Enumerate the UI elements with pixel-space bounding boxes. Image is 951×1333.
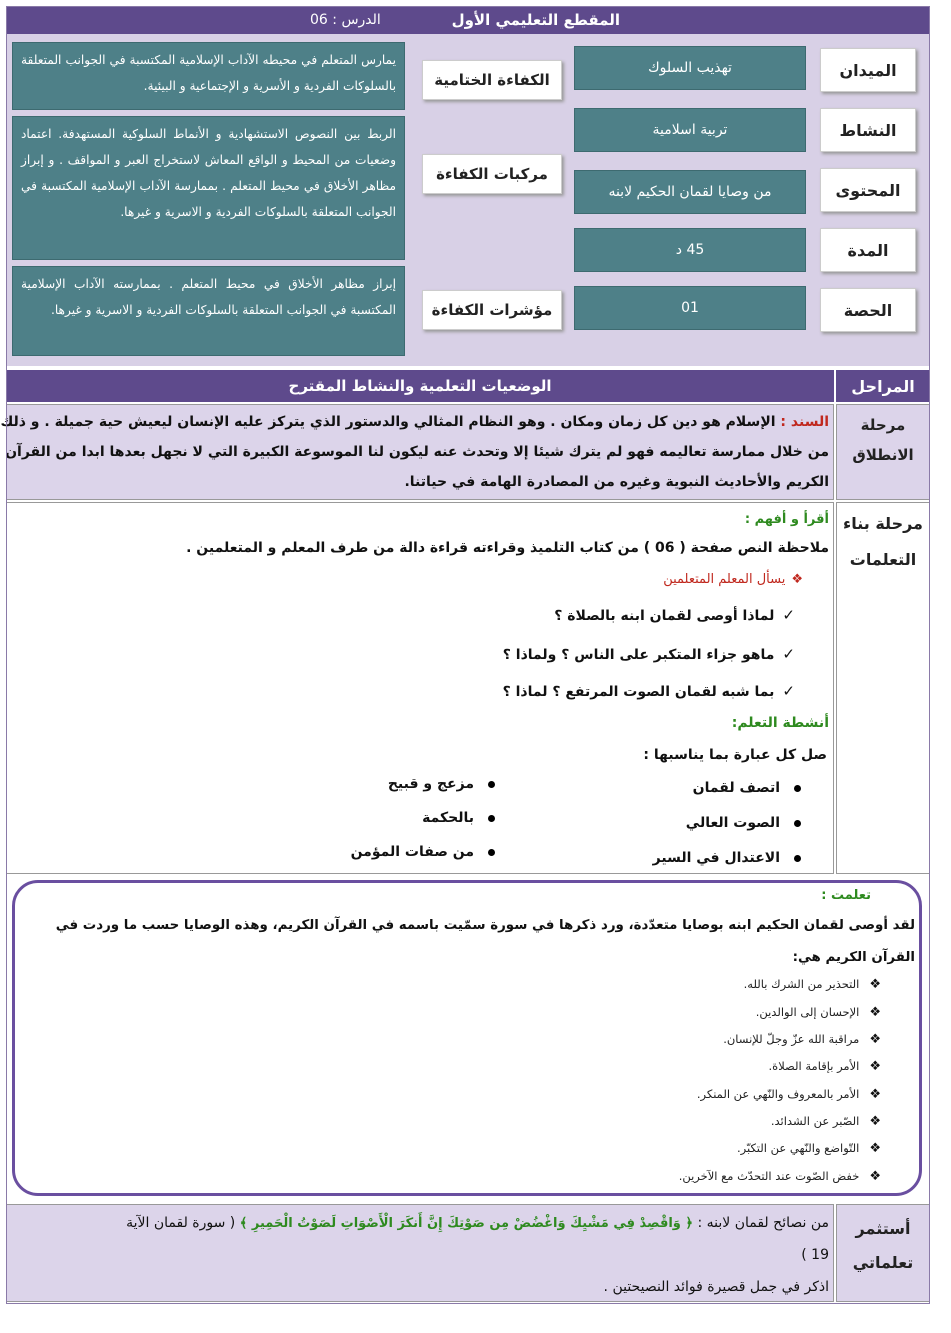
- read-heading: أقرأ و أفهم :: [744, 512, 829, 527]
- match-left-3-text: من صفات المؤمن: [350, 844, 474, 860]
- diamond-icon: ❖: [869, 1059, 881, 1074]
- teacher-asks: [663, 565, 803, 595]
- top-header: [6, 6, 930, 34]
- match-right-3-text: الاعتدال في السير: [652, 850, 780, 866]
- question-1: [554, 606, 795, 624]
- question-2: [503, 645, 795, 663]
- info-area: [6, 34, 930, 366]
- diamond-icon: ❖: [869, 1087, 881, 1102]
- match-right-1: [693, 780, 801, 796]
- match-right-2-text: الصوت العالي: [685, 815, 780, 831]
- teacher-asks-text: يسأل المعلم المتعلمين: [663, 572, 786, 587]
- match-left-1: [388, 776, 495, 792]
- diamond-icon: ❖: [869, 1141, 881, 1156]
- match-left-3: [351, 844, 495, 860]
- activities-header: الوضعيات التعلمية والنشاط المقترح: [6, 370, 834, 402]
- check-icon: ✓: [782, 645, 795, 663]
- diamond-icon: ❖: [869, 1005, 881, 1020]
- learned-item-4: [769, 1059, 881, 1074]
- bullet-icon: [488, 781, 495, 788]
- learned-box: [12, 880, 922, 1196]
- learned-item-1-text: التحذير من الشرك بالله.: [743, 977, 860, 991]
- launch-line-1-text: الإسلام هو دين كل زمان ومكان . وهو النظام المثالي والدستور الذي يتركز عليه الإنسان ليعيش حية جميلة . و ذلك: [0, 414, 776, 430]
- diamond-icon: ❖: [791, 572, 803, 587]
- learned-item-3-text: مراقبة الله عزّ وجلّ للإنسان.: [723, 1032, 860, 1046]
- learned-item-2: [756, 1005, 881, 1020]
- read-text: ملاحظة النص صفحة ( 06 ) من كتاب التلميذ وقراءته قراءة دالة من طرف المعلم و المتعلمين .: [186, 540, 829, 556]
- match-left-1-text: مزعج و قبيح: [387, 776, 474, 792]
- bullet-icon: [488, 849, 495, 856]
- comp-text-final: يمارس المتعلم في محيطه الآداب الإسلامية المكتسبة في الجوانب المتعلقة بالسلوكات الفردية و الأسرية و الإجتماعية و البيئية.: [12, 42, 405, 110]
- learned-item-8: [679, 1169, 881, 1184]
- invest-prefix: من نصائح لقمان لابنه :: [697, 1215, 829, 1231]
- question-3-text: بما شبه لقمان الصوت المرتفع ؟ لماذا ؟: [502, 684, 775, 700]
- launch-line-2: من خلال ممارسة تعاليمه فهو لم يترك شيئا إلا وتحدث عنه ليكون لنا الموسوعة الكبيرة التي لا نجهل بعدها ابدا من القرآن: [5, 444, 829, 460]
- quran-verse: ﴿ وَاقْصِدْ فِي مَشْيِكَ وَاغْضُضْ مِن صَوْتِكَ إِنَّ أَنكَرَ الْأَصْوَاتِ لَصَوْتُ الْحَمِيرِ ﴾: [239, 1216, 694, 1231]
- comp-text-indicators: إبراز مظاهر الأخلاق في محيط المتعلم . بممارسته الآداب الإسلامية المكتسبة في الجوانب المتعلقة بالسلوكات الفردية و الاسرية و غيرها.: [12, 266, 405, 356]
- field-value-content: من وصايا لقمان الحكيم لابنه: [574, 170, 806, 214]
- bullet-icon: [794, 820, 801, 827]
- match-right-3: [653, 850, 801, 866]
- comp-label-indicators: مؤشرات الكفاءة: [422, 290, 562, 330]
- diamond-icon: ❖: [869, 977, 881, 992]
- launch-line-3: الكريم والأحاديث النبوية وغيره من المصادرة الهامة في حياتنا.: [404, 474, 829, 490]
- learned-line-1: لقد أوصى لقمان الحكيم ابنه بوصايا متعدّدة، ورد ذكرها في سورة سمّيت باسمه في القرآن الكريم، وهذه الوصايا حسب ما وردت في: [55, 918, 915, 933]
- diamond-icon: ❖: [869, 1169, 881, 1184]
- launch-line-1: [0, 407, 829, 437]
- build-stage-name: مرحلة بناء التعلمات: [843, 514, 923, 569]
- learned-item-5: [697, 1087, 881, 1102]
- sequence-title: المقطع التعليمي الأول: [451, 11, 620, 29]
- sanad-label: السند :: [780, 414, 829, 430]
- learned-item-7-text: التّواضع والنّهي عن التكبّر.: [736, 1141, 860, 1155]
- comp-label-components: مركبات الكفاءة: [422, 154, 562, 194]
- match-right-1-text: اتصف لقمان: [692, 780, 780, 796]
- field-value-domain: تهذيب السلوك: [574, 46, 806, 90]
- learned-line-2: القرآن الكريم هي:: [792, 950, 915, 965]
- bullet-icon: [794, 785, 801, 792]
- learned-item-6: [771, 1114, 881, 1129]
- question-1-text: لماذا أوصى لقمان ابنه بالصلاة ؟: [554, 608, 775, 624]
- match-left-2-text: بالحكمة: [422, 810, 474, 826]
- learned-heading: تعلمت :: [821, 888, 871, 903]
- invest-task: اذكر في جمل قصيرة فوائد النصيحتين .: [603, 1279, 829, 1295]
- comp-label-final: الكفاءة الختامية: [422, 60, 562, 100]
- learned-item-1: [744, 977, 881, 992]
- check-icon: ✓: [782, 682, 795, 700]
- lesson-number: الدرس : 06: [310, 12, 381, 28]
- launch-stage-name: مرحلة الانطلاق: [852, 416, 914, 464]
- learned-item-8-text: خفض الصّوت عند التحدّث مع الآخرين.: [678, 1169, 860, 1183]
- bullet-icon: [488, 815, 495, 822]
- learned-item-7: [737, 1141, 881, 1156]
- diamond-icon: ❖: [869, 1032, 881, 1047]
- invest-line-1: [126, 1208, 829, 1239]
- field-label-activity: النشاط: [820, 108, 916, 152]
- field-label-content: المحتوى: [820, 168, 916, 212]
- invest-stage-name: أستثمر تعلماتي: [852, 1219, 914, 1272]
- diamond-icon: ❖: [869, 1114, 881, 1129]
- learned-item-4-text: الأمر بإقامة الصلاة.: [768, 1059, 860, 1073]
- match-right-2: [686, 815, 801, 831]
- learned-item-6-text: الصّبر عن الشدائد.: [770, 1114, 860, 1128]
- activities-heading: أنشطة التعلم:: [731, 715, 829, 731]
- comp-text-components: الربط بين النصوص الاستشهادية و الأنماط السلوكية المستهدفة. اعتماد وضعيات من المحيط و الواقع المعاش لاستخراج العبر و المواقف . و إبراز مظاهر الأخلاق في محيط المتعلم . بممارسة الآداب الإسلامية المكتسبة في الجوانب المتعلقة بالسلوكات الفردية و الاسرية و غيرها.: [12, 116, 405, 260]
- check-icon: ✓: [782, 606, 795, 624]
- match-instruction: صل كل عبارة بما يناسبها :: [643, 747, 827, 763]
- question-3: [503, 682, 795, 700]
- field-value-session: 01: [574, 286, 806, 330]
- bullet-icon: [794, 855, 801, 862]
- field-label-domain: الميدان: [820, 48, 916, 92]
- match-left-2: [422, 810, 495, 826]
- verse-reference: ( سورة لقمان الآية: [126, 1215, 236, 1231]
- field-label-duration: المدة: [820, 228, 916, 272]
- learned-item-5-text: الأمر بالمعروف والنّهي عن المنكر.: [696, 1087, 860, 1101]
- field-value-duration: 45 د: [574, 228, 806, 272]
- question-2-text: ماهو جزاء المتكبر على الناس ؟ ولماذا ؟: [502, 647, 775, 663]
- learned-item-3: [723, 1032, 881, 1047]
- field-value-activity: تربية اسلامية: [574, 108, 806, 152]
- invest-line-2: 19 ): [801, 1247, 829, 1263]
- learned-item-2-text: الإحسان إلى الوالدين.: [755, 1005, 860, 1019]
- stages-header: المراحل: [836, 370, 930, 402]
- field-label-session: الحصة: [820, 288, 916, 332]
